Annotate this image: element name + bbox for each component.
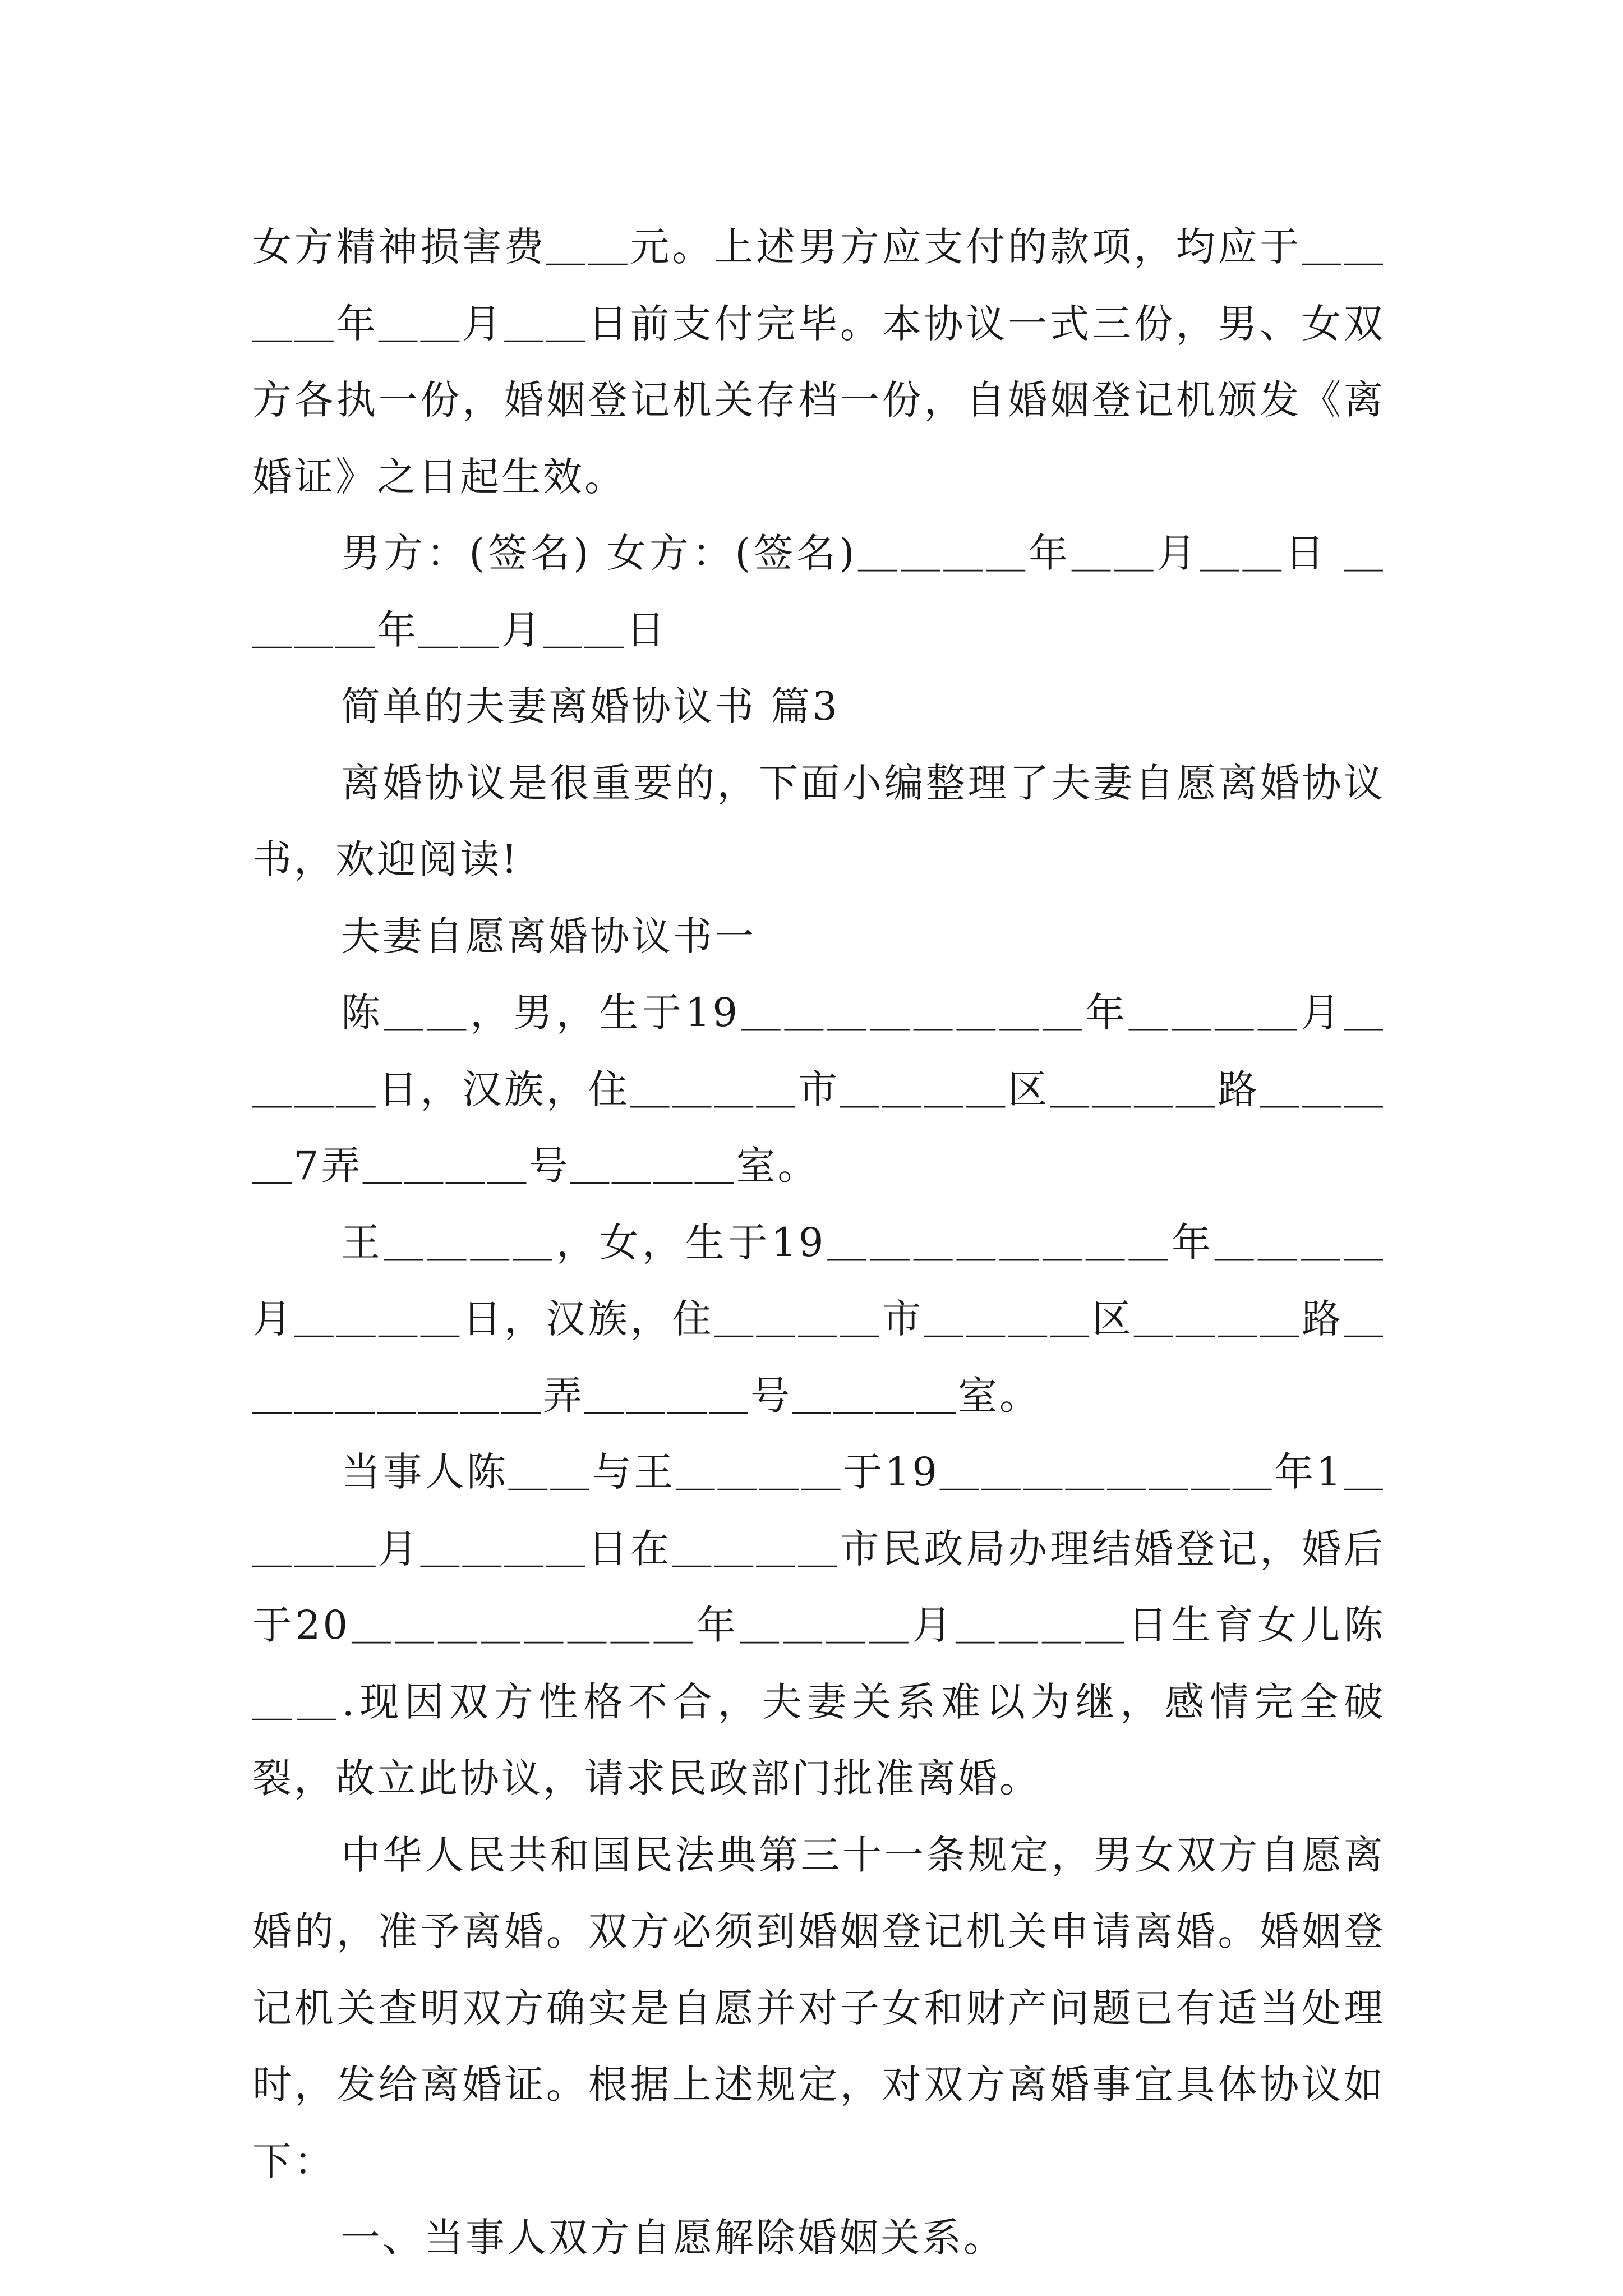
document-body: [252, 209, 1385, 2276]
paragraph-marriage-history: 当事人陈＿＿与王＿＿＿＿于19＿＿＿＿＿＿＿＿年1＿＿＿＿月＿＿＿＿日在＿＿＿＿市民政局办理结婚登记，婚后于20＿＿＿＿＿＿＿＿年＿＿＿＿月＿＿＿＿日生育女儿陈＿＿.现因双方性格不合，夫妻关系难以为继，感情完全破裂，故立此协议，请求民政部门批准离婚。: [252, 1449, 1385, 1801]
paragraph-clause-one: 一、当事人双方自愿解除婚姻关系。: [341, 2215, 1005, 2261]
agreement-title: 夫妻自愿离婚协议书一: [341, 913, 756, 959]
section-heading: 简单的夫妻离婚协议书 篇3: [341, 683, 840, 729]
paragraph-party-male: 陈＿＿，男，生于19＿＿＿＿＿＿＿＿年＿＿＿＿月＿＿＿＿日，汉族，住＿＿＿＿市＿＿＿＿区＿＿＿＿路＿＿＿＿7弄＿＿＿＿号＿＿＿＿室。: [252, 990, 1385, 1189]
paragraph-legal-basis: 中华人民共和国民法典第三十一条规定，男女双方自愿离婚的，准予离婚。双方必须到婚姻登记机关申请离婚。婚姻登记机关查明双方确实是自愿并对子女和财产问题已有适当处理时，发给离婚证。根据上述规定，对双方离婚事宜具体协议如下：: [252, 1832, 1385, 2184]
paragraph-intro: 离婚协议是很重要的，下面小编整理了夫妻自愿离婚协议书，欢迎阅读!: [252, 760, 1385, 882]
paragraph-signatures: 男方：(签名) 女方：(签名)＿＿＿＿年＿＿月＿＿日 ＿＿＿＿年＿＿月＿＿日: [252, 530, 1385, 653]
paragraph-payment-terms: 女方精神损害费＿＿元。上述男方应支付的款项，均应于＿＿＿＿年＿＿月＿＿日前支付完毕。本协议一式三份，男、女双方各执一份，婚姻登记机关存档一份，自婚姻登记机颁发《离婚证》之日起生效。: [252, 224, 1385, 500]
paragraph-party-female: 王＿＿＿＿，女，生于19＿＿＿＿＿＿＿＿年＿＿＿＿月＿＿＿＿日，汉族，住＿＿＿＿市＿＿＿＿区＿＿＿＿路＿＿＿＿＿＿＿＿弄＿＿＿＿号＿＿＿＿室。: [252, 1219, 1385, 1419]
